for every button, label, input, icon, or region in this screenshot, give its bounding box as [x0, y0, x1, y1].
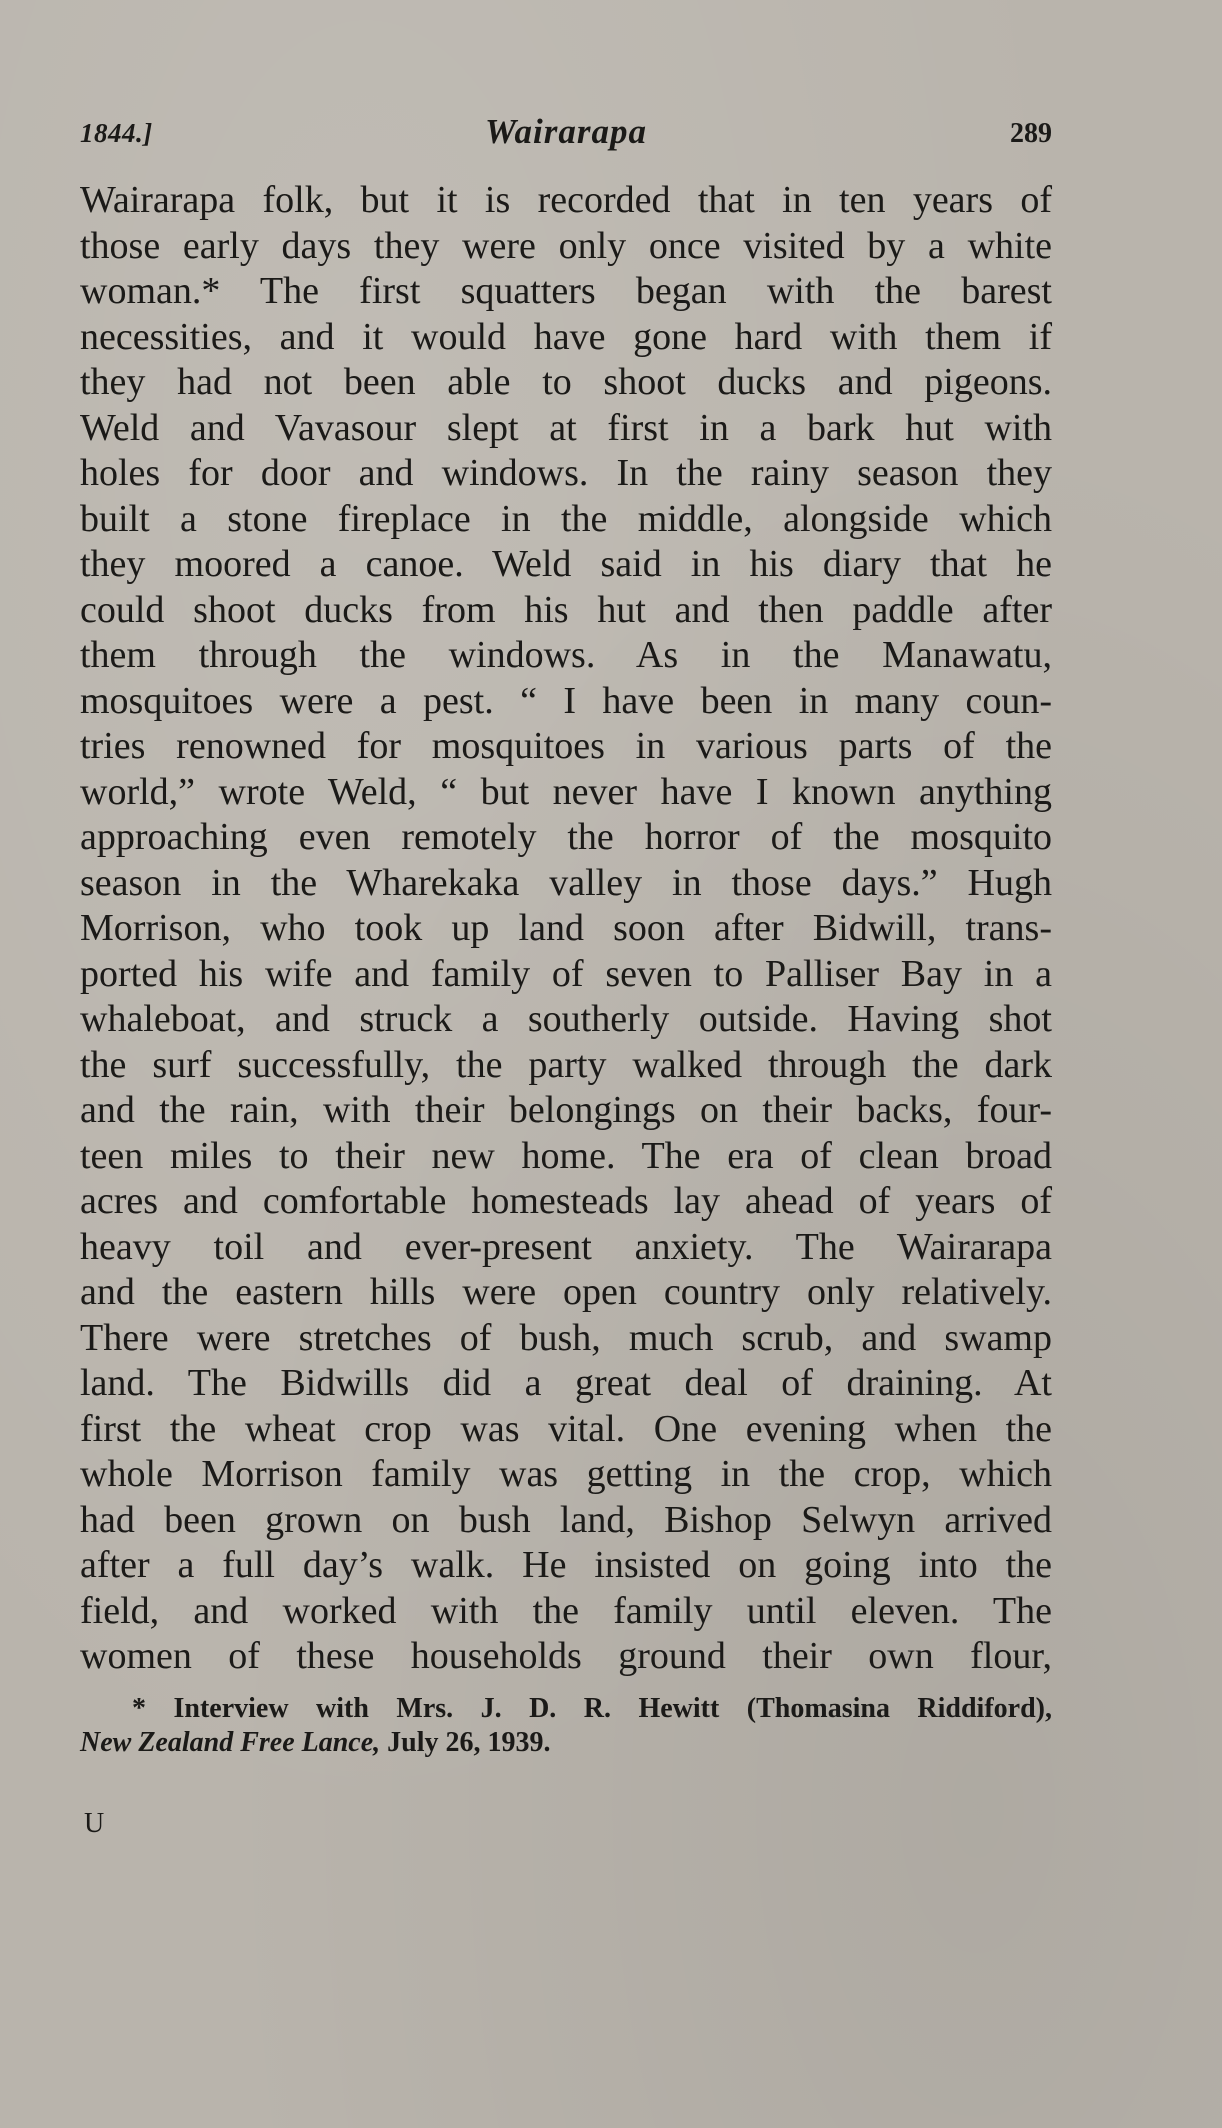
text-line: teen miles to their new home. The era of clean broad	[80, 1134, 1052, 1177]
footnote-source-date: July 26, 1939.	[380, 1727, 551, 1758]
text-line: Morrison, who took up land soon after Bidwill, trans-	[80, 907, 1052, 949]
text-line: holes for door and windows. In the rainy season they	[80, 452, 1052, 494]
text-line: acres and comfortable homesteads lay ahead of years of	[80, 1180, 1052, 1222]
text-line: first the wheat crop was vital. One evening when the	[80, 1407, 1052, 1450]
text-line: whaleboat, and struck a southerly outside. Having shot	[80, 998, 1052, 1040]
text-line: had been grown on bush land, Bishop Selwyn arrived	[80, 1498, 1052, 1541]
text-line: them through the windows. As in the Manawatu,	[80, 634, 1052, 676]
text-line: those early days they were only once visited by a white	[80, 224, 1052, 267]
text-line: Weld and Vavasour slept at first in a bark hut with	[80, 406, 1052, 449]
text-line: Wairarapa folk, but it is recorded that in ten years of	[80, 179, 1052, 221]
signature-mark: U	[84, 1808, 105, 1839]
text-line: could shoot ducks from his hut and then paddle after	[80, 588, 1052, 631]
text-line: mosquitoes were a pest. “ I have been in many coun-	[80, 679, 1052, 722]
text-line: built a stone fireplace in the middle, alongside which	[80, 497, 1052, 540]
text-line: the surf successfully, the party walked through the dark	[80, 1043, 1052, 1086]
text-line: whole Morrison family was getting in the crop, which	[80, 1453, 1052, 1495]
text-line: field, and worked with the family until eleven. The	[80, 1589, 1052, 1632]
text-line: There were stretches of bush, much scrub, and swamp	[80, 1316, 1052, 1359]
footnote-line-2	[80, 1726, 1052, 1760]
footnote-line-1: * Interview with Mrs. J. D. R. Hewitt (Thomasina Riddiford),	[132, 1693, 1052, 1724]
text-line: after a full day’s walk. He insisted on going into the	[80, 1544, 1052, 1586]
text-line: approaching even remotely the horror of the mosquito	[80, 816, 1052, 858]
page-number: 289	[1010, 118, 1052, 149]
text-line: season in the Wharekaka valley in those days.” Hugh	[80, 861, 1052, 904]
body-text	[80, 178, 1052, 1680]
text-line: land. The Bidwills did a great deal of draining. At	[80, 1362, 1052, 1404]
text-line: woman.* The first squatters began with the barest	[80, 270, 1052, 312]
text-line: world,” wrote Weld, “ but never have I known anything	[80, 770, 1052, 813]
running-head-date: 1844.]	[80, 118, 153, 148]
text-line: tries renowned for mosquitoes in various parts of the	[80, 725, 1052, 767]
text-line: heavy toil and ever-present anxiety. The Wairarapa	[80, 1225, 1052, 1268]
text-line: they had not been able to shoot ducks and pigeons.	[80, 361, 1052, 403]
running-head-title: Wairarapa	[485, 112, 647, 151]
text-line: they moored a canoe. Weld said in his diary that he	[80, 543, 1052, 585]
text-line: necessities, and it would have gone hard with them if	[80, 315, 1052, 358]
running-head	[80, 112, 1052, 160]
footnote-source-title: New Zealand Free Lance,	[80, 1727, 381, 1758]
text-line: and the eastern hills were open country only relatively.	[80, 1271, 1052, 1313]
text-line: ported his wife and family of seven to Palliser Bay in a	[80, 952, 1052, 995]
text-line: and the rain, with their belongings on their backs, four-	[80, 1089, 1052, 1131]
footnote	[80, 1692, 1052, 1760]
text-line: women of these households ground their own flour,	[80, 1635, 1052, 1677]
